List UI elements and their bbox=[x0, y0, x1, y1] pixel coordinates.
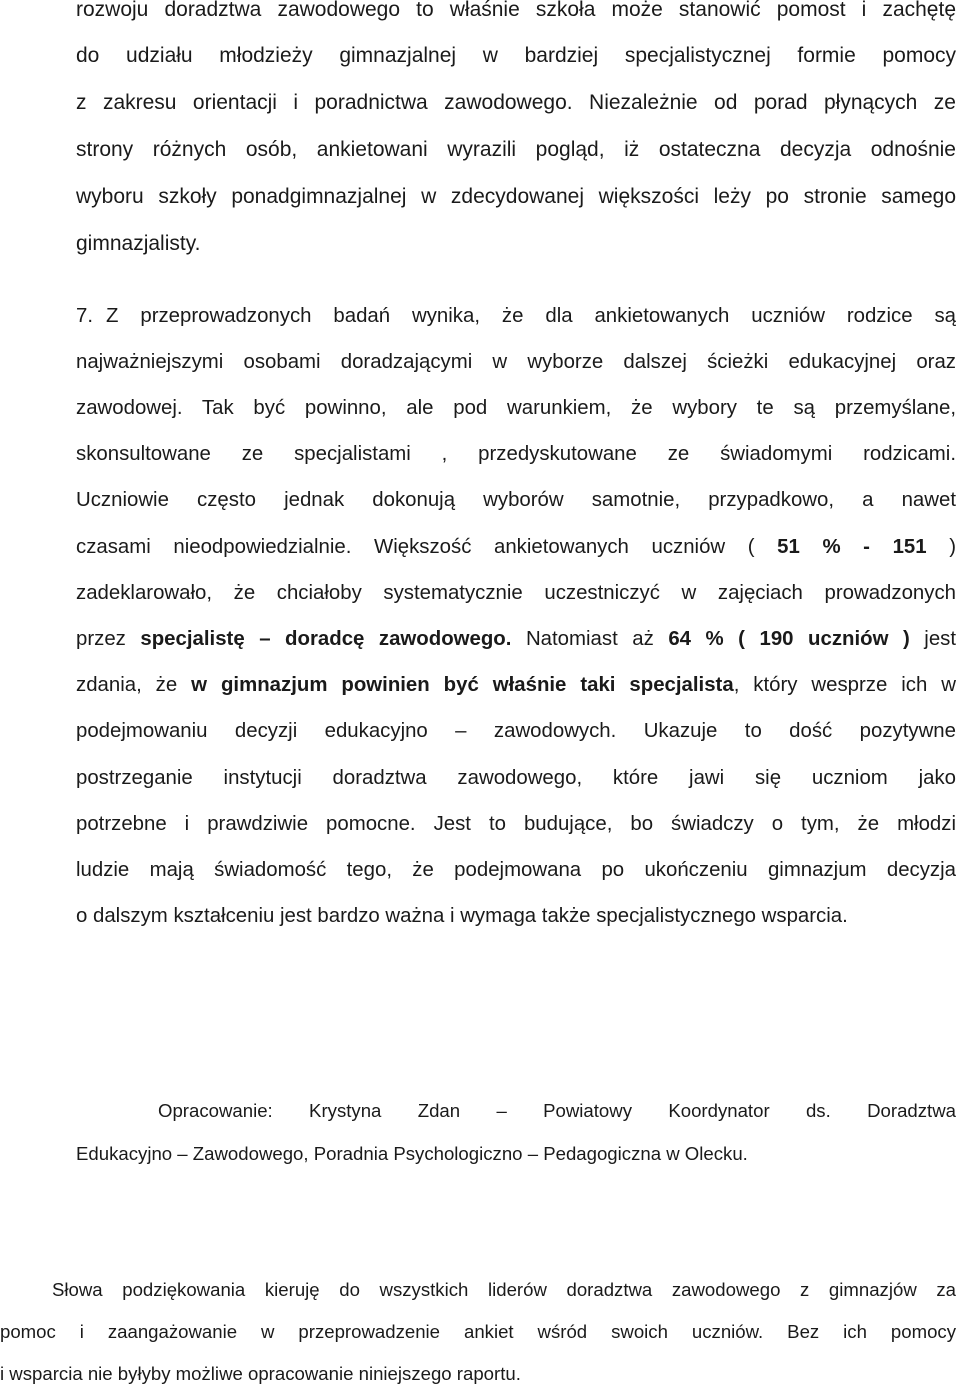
point-line: potrzebne i prawdziwie pomocne. Jest to budujące, bo świadczy o tym, że młodzi bbox=[76, 813, 956, 835]
point-line: najważniejszymi osobami doradzającymi w wyborze dalszej ścieżki edukacyjnej oraz bbox=[76, 351, 956, 373]
bold-phrase: w gimnazjum powinien być właśnie taki specjalista bbox=[191, 674, 734, 696]
point-line: podejmowaniu decyzji edukacyjno – zawodowych. Ukazuje to dość pozytywne bbox=[76, 720, 956, 742]
text-run: ) bbox=[949, 536, 957, 558]
text-run: jest bbox=[909, 628, 957, 650]
point-line: o dalszym kształceniu jest bardzo ważna i wymaga także specjalistycznego wsparcia. bbox=[76, 905, 848, 927]
paragraph-line: wyboru szkoły ponadgimnazjalnej w zdecydowanej większości leży po stronie samego bbox=[76, 185, 956, 208]
paragraph-line: do udziału młodzieży gimnazjalnej w bardziej specjalistycznej formie pomocy bbox=[76, 44, 956, 67]
acknowledgement-line: Słowa podziękowania kieruję do wszystkich liderów doradztwa zawodowego z gimnazjów za bbox=[52, 1279, 956, 1300]
point-line: Uczniowie często jednak dokonują wyborów samotnie, przypadkowo, a nawet bbox=[76, 489, 956, 511]
point-line: zadeklarowało, że chciałoby systematycznie uczestniczyć w zajęciach prowadzonych bbox=[76, 582, 956, 604]
authorship-line: Opracowanie: Krystyna Zdan – Powiatowy Koordynator ds. Doradztwa bbox=[158, 1100, 956, 1121]
authorship-line: Edukacyjno – Zawodowego, Poradnia Psychologiczno – Pedagogiczna w Olecku. bbox=[76, 1143, 748, 1164]
text-run: Natomiast aż bbox=[511, 628, 669, 650]
text-run: przez bbox=[76, 628, 141, 650]
list-number: 7. bbox=[76, 305, 94, 327]
text-run: zdania, że bbox=[76, 674, 192, 696]
acknowledgement-line: pomoc i zaangażowanie w przeprowadzenie ankiet wśród swoich uczniów. Bez ich pomocy bbox=[0, 1321, 956, 1342]
acknowledgement-line: i wsparcia nie byłyby możliwe opracowanie niniejszego raportu. bbox=[0, 1363, 521, 1384]
bold-stat: 64 % ( 190 uczniów ) bbox=[668, 628, 910, 650]
point-line: Z przeprowadzonych badań wynika, że dla ankietowanych uczniów rodzice są bbox=[106, 305, 956, 327]
point-line bbox=[76, 536, 956, 559]
text-run: czasami nieodpowiedzialnie. Większość ankietowanych uczniów ( bbox=[76, 536, 755, 558]
bold-phrase: specjalistę – doradcę zawodowego. bbox=[140, 628, 512, 650]
point-line: postrzeganie instytucji doradztwa zawodowego, które jawi się uczniom jako bbox=[76, 767, 956, 789]
point-line: ludzie mają świadomość tego, że podejmowana po ukończeniu gimnazjum decyzja bbox=[76, 859, 956, 881]
paragraph-line: rozwoju doradztwa zawodowego to właśnie szkoła może stanowić pomost i zachętę bbox=[76, 0, 956, 21]
point-line bbox=[76, 628, 956, 651]
bold-stat: 51 % - 151 bbox=[777, 536, 927, 558]
paragraph-line: strony różnych osób, ankietowani wyrazili pogląd, iż ostateczna decyzja odnośnie bbox=[76, 138, 956, 161]
point-line bbox=[76, 674, 956, 697]
paragraph-line: z zakresu orientacji i poradnictwa zawodowego. Niezależnie od porad płynących ze bbox=[76, 91, 956, 114]
point-line: skonsultowane ze specjalistami , przedyskutowane ze świadomymi rodzicami. bbox=[76, 443, 956, 465]
text-run: , który wesprze ich w bbox=[733, 674, 956, 696]
point-line: zawodowej. Tak być powinno, ale pod warunkiem, że wybory te są przemyślane, bbox=[76, 397, 956, 419]
paragraph-line: gimnazjalisty. bbox=[76, 232, 201, 255]
